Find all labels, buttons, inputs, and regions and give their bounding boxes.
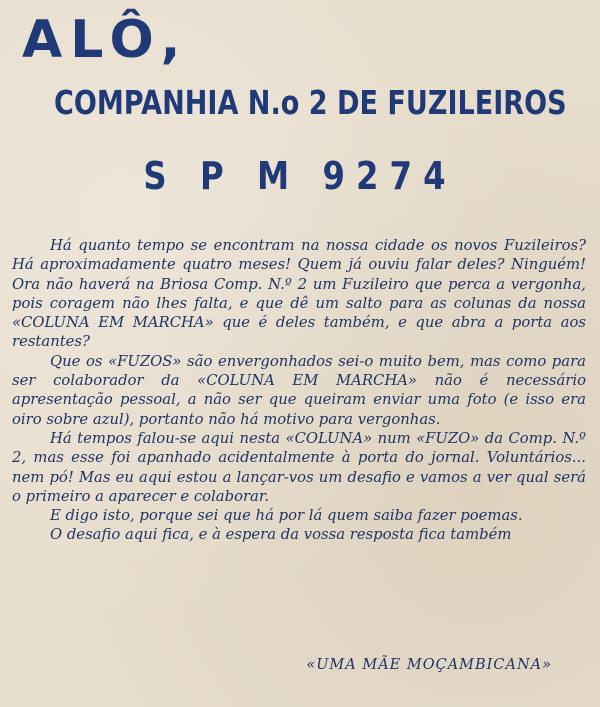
- greeting-heading: ALÔ,: [22, 10, 189, 70]
- paragraph-3: Há tempos falou-se aqui nesta «COLUNA» num «FUZO» da Comp. N.º 2, mas esse foi apanhado acidentalmente à porta do jornal. Voluntários... nem pó! Mas eu aqui estou a lançar-vos um desafio e vamos a ver qual será o primeiro a aparecer e colaborar.: [12, 429, 586, 505]
- paragraph-2: Que os «FUZOS» são envergonhados sei-o muito bem, mas como para ser colaborador da «COLUNA EM MARCHA» não é necessário apresentação pessoal, a não ser que queiram enviar uma foto (e isso era oiro sobre azul), portanto não há motivo para vergonhas.: [12, 352, 586, 428]
- paragraph-4: E digo isto, porque sei que há por lá quem saiba fazer poemas.: [50, 507, 523, 525]
- article-body: [12, 236, 586, 545]
- paragraph-5: O desafio aqui fica, e à espera da vossa resposta fica também: [50, 526, 512, 544]
- company-heading: COMPANHIA N.o 2 DE FUZILEIROS: [54, 83, 567, 122]
- spm-heading: S P M 9274: [143, 154, 457, 198]
- signature: «UMA MÃE MOÇAMBICANA»: [306, 657, 552, 673]
- paragraph-1: Há quanto tempo se encontram na nossa cidade os novos Fuzileiros? Há aproximadamente quatro meses! Quem já ouviu falar deles? Ninguém! Ora não haverá na Briosa Comp. N.º 2 um Fuzileiro que perca a vergonha, pois coragem não lhes falta, e que dê um salto para as colunas da nossa «COLUNA EM MARCHA» que é deles também, e que abra a porta aos restantes?: [12, 237, 586, 351]
